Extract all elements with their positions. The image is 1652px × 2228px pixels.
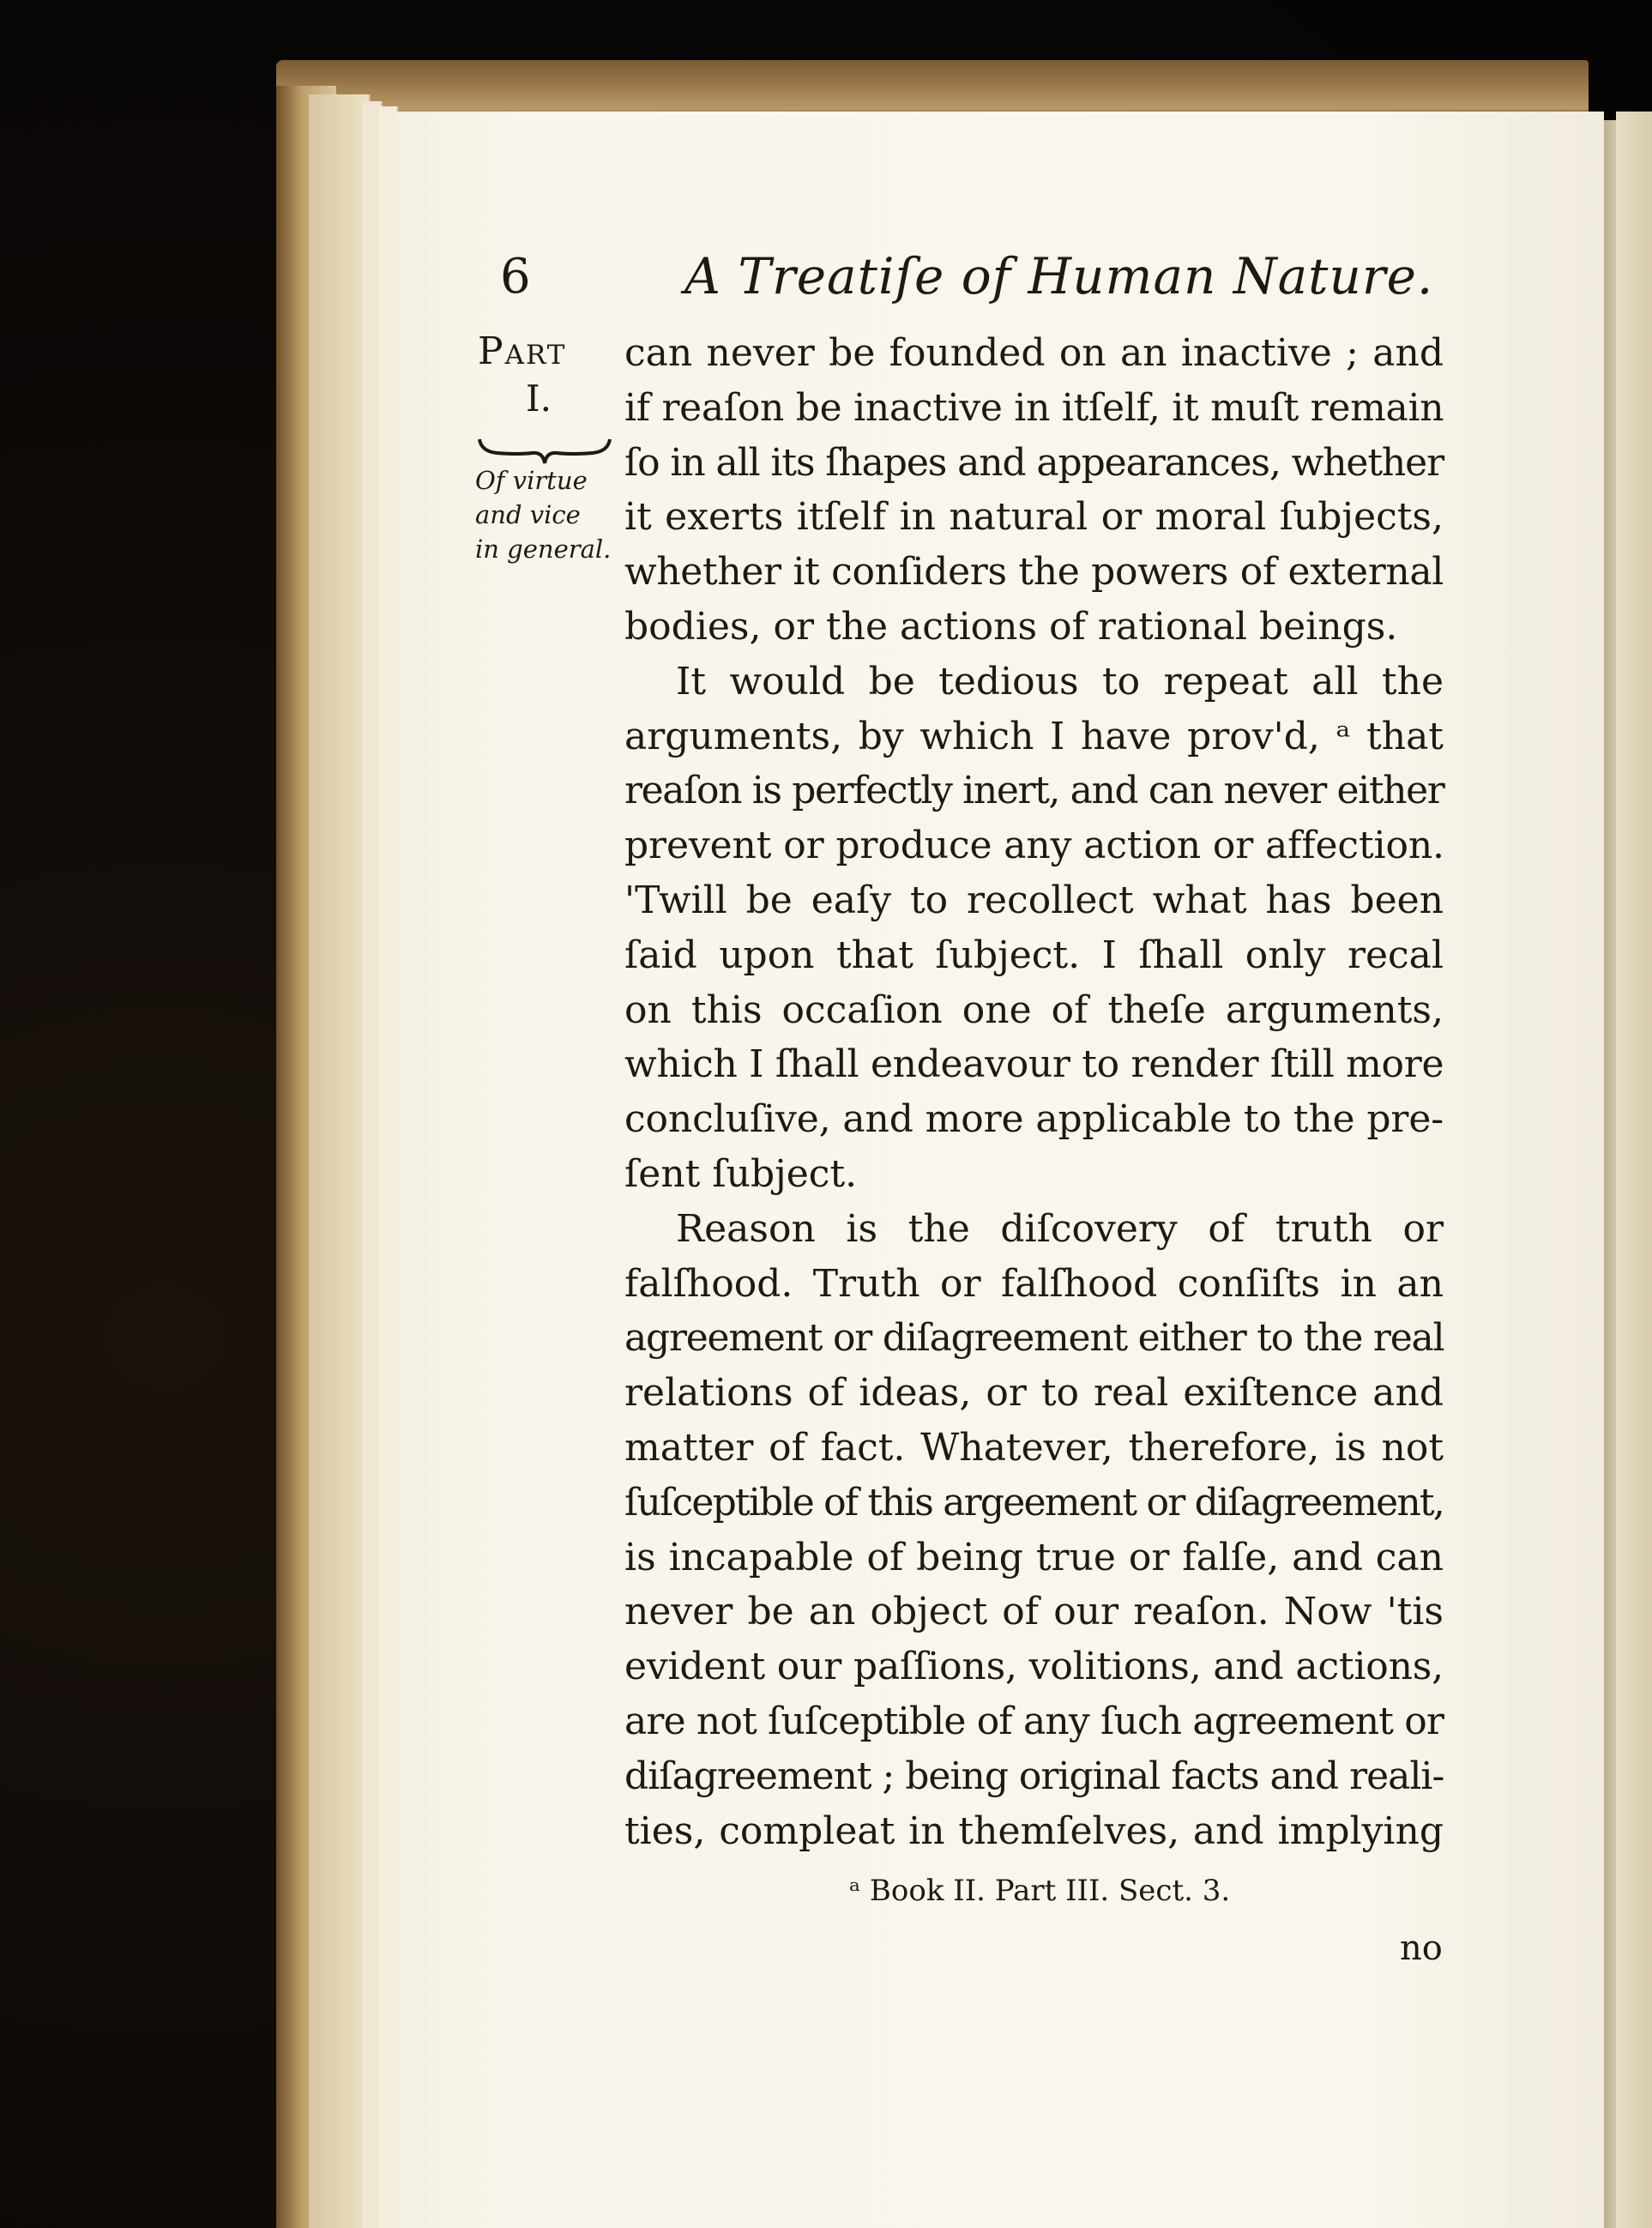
text-line: falſhood. Truth or falſhood conſiſts in an xyxy=(624,1261,1444,1306)
text-line: diſagreement ; being original facts and reali- xyxy=(624,1754,1444,1798)
margin-note-line: Of virtue xyxy=(475,466,588,495)
text-line: ties, compleat in themſelves, and implying xyxy=(624,1808,1444,1853)
margin-note-line: in general. xyxy=(475,534,612,564)
margin-part-number: I. xyxy=(526,377,552,420)
text-line: agreement or diſagreement either to the real xyxy=(624,1316,1444,1361)
text-line: whether it conſiders the powers of external xyxy=(624,550,1444,595)
text-line: 'Twill be eaſy to recollect what has been xyxy=(624,878,1444,922)
text-line: if reaſon be inactive in itſelf, it muſt remain xyxy=(624,385,1444,430)
running-title: A Treatiſe of Human Nature. xyxy=(684,247,1434,305)
paragraph-start-line: It would be tedious to repeat all the xyxy=(676,659,1444,703)
text-line: evident our paſſions, volitions, and actions, xyxy=(624,1645,1444,1689)
text-line: ſo in all its ſhapes and appearances, whether xyxy=(624,440,1444,485)
text-line: matter of fact. Whatever, therefore, is not xyxy=(624,1425,1444,1470)
text-line: ſaid upon that ſubject. I ſhall only recal xyxy=(624,933,1444,977)
text-line: it exerts itſelf in natural or moral ſubjects, xyxy=(624,495,1444,540)
text-line: reaſon is perfectly inert, and can never either xyxy=(624,769,1444,813)
margin-note-line: and vice xyxy=(475,500,581,529)
page-number: 6 xyxy=(500,249,532,305)
text-line: prevent or produce any action or affection. xyxy=(624,824,1444,868)
text-line: relations of ideas, or to real exiſtence and xyxy=(624,1371,1444,1416)
footnote: ᵃ Book II. Part III. Sect. 3. xyxy=(849,1874,1231,1908)
text-line: which I ſhall endeavour to render ſtill more xyxy=(624,1042,1444,1087)
facing-page-edge xyxy=(1616,112,1652,2228)
margin-note xyxy=(475,463,621,566)
text-line: never be an object of our reaſon. Now 'tis xyxy=(624,1590,1444,1634)
text-line: ſuſceptible of this argeement or diſagreement, xyxy=(624,1480,1444,1525)
text-line: arguments, by which I have prov'd, ᵃ that xyxy=(624,714,1444,758)
text-line: concluſive, and more applicable to the pre- xyxy=(624,1097,1444,1142)
text-line: is incapable of being true or falſe, and can xyxy=(624,1535,1444,1579)
text-line: ſent ſubject. xyxy=(624,1151,858,1196)
brace-ornament-icon xyxy=(476,431,613,467)
text-line: bodies, or the actions of rational beings. xyxy=(624,604,1398,649)
text-line: can never be founded on an inactive ; and xyxy=(624,331,1444,375)
margin-part-label: Part xyxy=(478,329,567,373)
body-text xyxy=(624,326,1444,1858)
text-line: are not ſuſceptible of any ſuch agreement or xyxy=(624,1699,1444,1743)
book-cover-top-edge xyxy=(276,60,1589,110)
catchword: no xyxy=(1400,1929,1443,1968)
text-line: on this occaſion one of theſe arguments, xyxy=(624,987,1444,1032)
paragraph-start-line: Reason is the diſcovery of truth or xyxy=(676,1206,1444,1251)
